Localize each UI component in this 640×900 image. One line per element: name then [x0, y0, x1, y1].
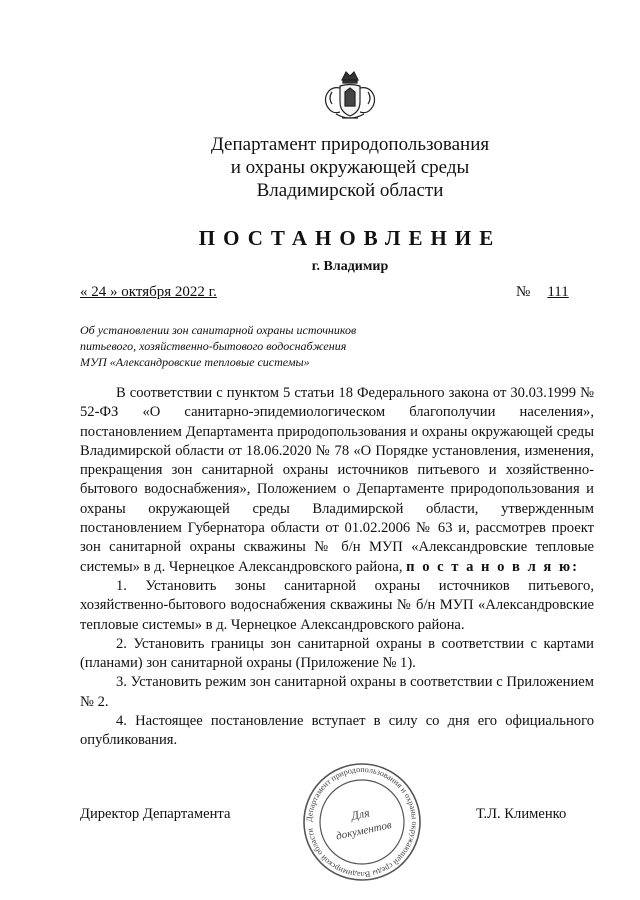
city-line: г. Владимир: [311, 259, 389, 274]
official-stamp: [300, 760, 424, 884]
department-name-line2: и охраны окружающей среды: [230, 157, 470, 178]
department-name-line3: Владимирской области: [256, 180, 444, 201]
document-subject: [80, 322, 400, 370]
subject-line: питьевого, хозяйственно-бытового водоснабжения: [80, 339, 347, 353]
coat-of-arms-icon: [318, 66, 382, 124]
stamp-center-line2: документов: [335, 819, 393, 843]
subject-line: МУП «Александровские тепловые системы»: [80, 355, 310, 369]
date-day: 24: [87, 284, 110, 300]
preamble-paragraph: [80, 384, 594, 577]
signature-name: Т.Л. Клименко: [476, 806, 567, 822]
preamble-text: В соответствии с пунктом 5 статьи 18 Федерального закона от 30.03.1999 № 52-ФЗ «О санитарно-эпидемиологическом благополучии населения», постановлением Департамента природопользования и охраны окружающей среды Владимирской области от 18.06.2020 № 78 «О Порядке установления, изменения, прекращения зон санитарной охраны источников питьевого и хозяйственно-бытового водоснабжения», Положением о Департаменте природопользования и охраны окружающей среды Владимирской области, утвержденным постановлением Губернатора области от 01.02.2006 № 63 и, рассмотрев проект зон санитарной охраны скважины № б/н МУП «Александровские тепловые системы» в д. Чернецкое Александровского района,: [80, 385, 594, 575]
decree-item-1: 1. Установить зоны санитарной охраны источников питьевого, хозяйственно-бытового водоснабжения скважины № б/н МУП «Александровские тепловые системы» в д. Чернецкое Александровского района.: [80, 577, 594, 633]
signature-position: Директор Департамента: [80, 806, 231, 822]
date-month-year: » октября 2022 г.: [110, 284, 217, 300]
decree-item-4: 4. Настоящее постановление вступает в силу со дня его официального опубликования.: [80, 713, 594, 749]
stamp-center-line1: Для: [349, 805, 371, 823]
document-number: [516, 284, 582, 301]
decree-word: п о с т а н о в л я ю:: [406, 558, 579, 575]
svg-text:Департамент природопользования: [305, 765, 419, 879]
number-label: №: [516, 284, 531, 300]
date-open: «: [80, 284, 88, 300]
number-value: 111: [547, 284, 569, 300]
subject-line: Об установлении зон санитарной охраны источников: [80, 323, 357, 337]
decree-item-2: 2. Установить границы зон санитарной охраны в соответствии с картами (планами) зон санитарной охраны (Приложение № 1).: [80, 635, 594, 672]
decree-item-3: 3. Установить режим зон санитарной охраны в соответствии с Приложением № 2.: [80, 674, 594, 710]
document-date: [80, 284, 217, 301]
document-type-title: ПОСТАНОВЛЕНИЕ: [198, 226, 502, 250]
document-body: [80, 384, 594, 751]
stamp-outer-text: Департамент природопользования и охраны окружающей среды Владимирской области: [304, 764, 420, 880]
department-name-line1: Департамент природопользования: [210, 134, 490, 155]
